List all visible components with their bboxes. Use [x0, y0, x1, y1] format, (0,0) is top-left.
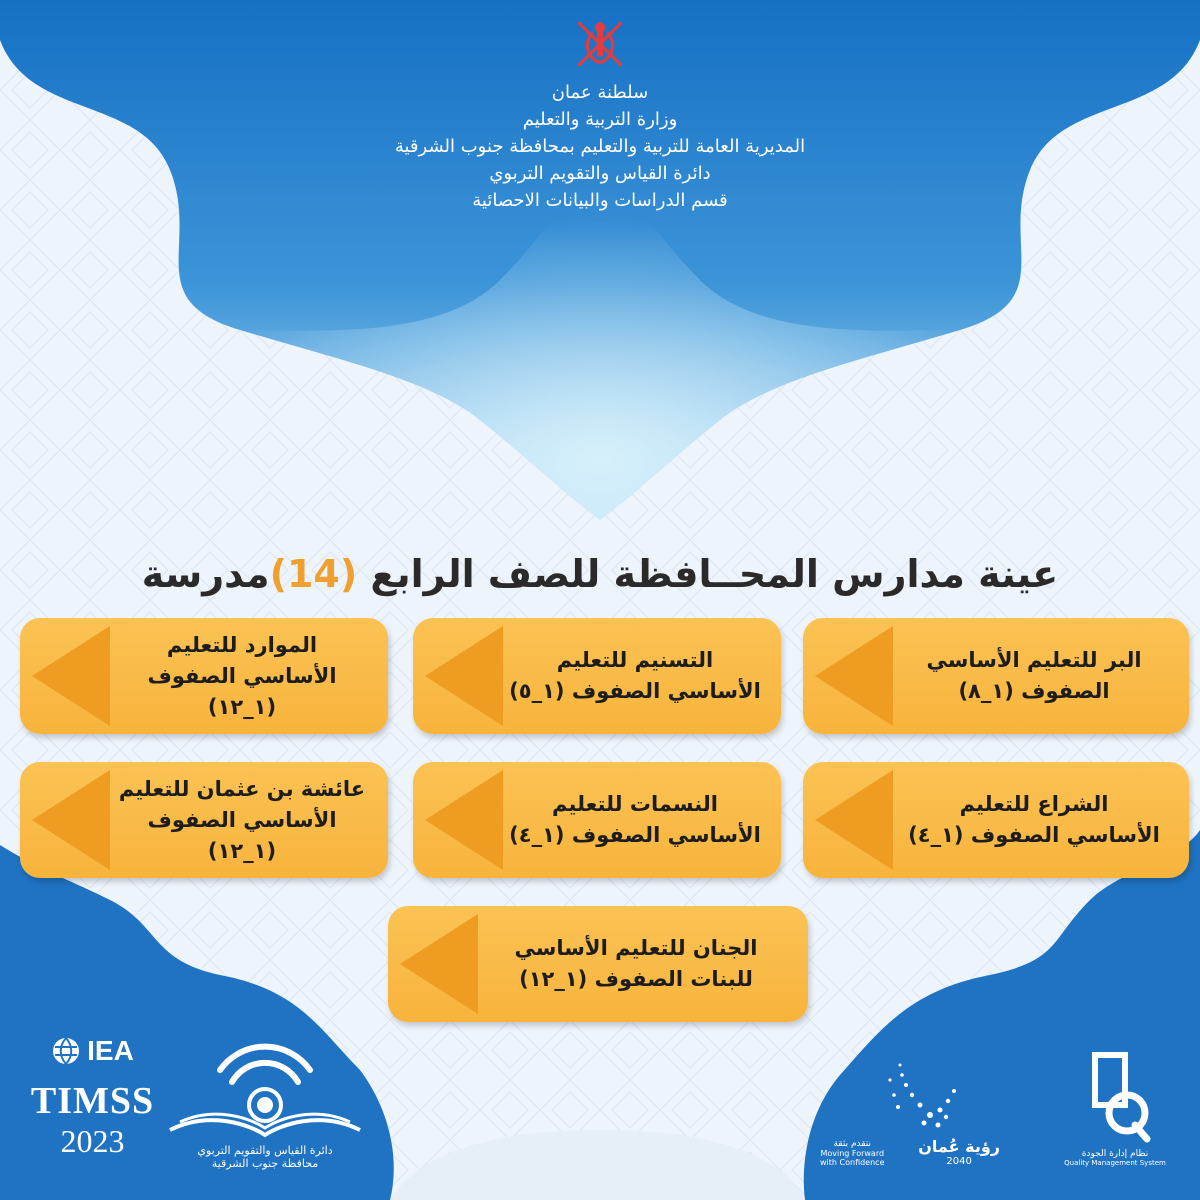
vision-year: 2040 [946, 1156, 972, 1167]
school-grades: الصفوف (١_٨) [958, 679, 1110, 703]
school-card [388, 906, 808, 1022]
iea-label: IEA [87, 1035, 134, 1066]
header-line-directorate: المديرية العامة للتربية والتعليم بمحافظة جنوب الشرقية [394, 136, 806, 157]
school-name: عائشة بن عثمان للتعليم [118, 776, 366, 801]
headline-count: (14) [269, 552, 358, 596]
school-name: النسمات للتعليم [552, 792, 718, 816]
school-grades: للبنات الصفوف (١_١٢) [519, 967, 753, 991]
school-name: الجنان للتعليم الأساسي [514, 936, 758, 960]
school-card [413, 618, 781, 734]
header-line-department: دائرة القياس والتقويم التربوي [489, 163, 711, 184]
vision-swirl-icon [820, 1055, 1000, 1145]
school-grades: الأساسي الصفوف (١_٤) [509, 823, 761, 847]
school-card [20, 618, 388, 734]
header-line-country: سلطنة عمان [551, 82, 649, 103]
book-wifi-icon [160, 1030, 370, 1140]
chevron-tab-icon [801, 762, 909, 878]
timss-year: 2023 [60, 1123, 125, 1159]
header-line-ministry: وزارة التربية والتعليم [522, 109, 678, 130]
chevron-tab-icon [801, 618, 909, 734]
timss-logo [30, 1035, 155, 1160]
qms-logo [1055, 1045, 1175, 1167]
headline [140, 552, 1060, 596]
moving-forward-ar: نتقدم بثقة [833, 1139, 872, 1149]
school-name: الموارد للتعليم [166, 632, 318, 657]
department-logo [160, 1030, 370, 1170]
vision-2040-logo [820, 1055, 1000, 1167]
qms-name-ar: نظام إدارة الجودة [1081, 1149, 1149, 1159]
oman-emblem-icon [569, 13, 631, 75]
timss-label: TIMSS [30, 1080, 155, 1122]
school-name: البر للتعليم الأساسي [926, 648, 1142, 672]
header-line-section: قسم الدراسات والبيانات الاحصائية [472, 190, 728, 211]
school-card [20, 762, 388, 878]
school-grades: الأساسي الصفوف (١_١٢) [147, 663, 337, 719]
school-name: التسنيم للتعليم [556, 648, 714, 672]
chevron-tab-icon [411, 618, 519, 734]
department-name: دائرة القياس والتقويم التربوي [197, 1144, 333, 1157]
moving-forward-en-2: with Confidence [820, 1158, 885, 1167]
department-region: محافظة جنوب الشرقية [211, 1157, 319, 1170]
moving-forward-en: Moving Forward [820, 1149, 885, 1158]
chevron-tab-icon [18, 762, 126, 878]
school-grades: الأساسي الصفوف (١_٤) [908, 823, 1160, 847]
school-grades: الأساسي الصفوف (١_٥) [509, 679, 761, 703]
headline-unit: مدرسة [141, 552, 270, 596]
header [250, 60, 950, 214]
qms-name-en: Quality Management System [1064, 1159, 1166, 1167]
vision-title: رؤية عُمان [918, 1137, 1000, 1156]
school-card [803, 762, 1189, 878]
school-name: الشراع للتعليم [959, 792, 1109, 816]
globe-icon [51, 1036, 81, 1066]
chevron-tab-icon [386, 906, 494, 1022]
chevron-tab-icon [18, 618, 126, 734]
headline-text: عينة مدارس المحــافظة للصف الرابع [357, 552, 1059, 596]
school-grades: الأساسي الصفوف (١_١٢) [147, 807, 337, 863]
qms-icon [1055, 1045, 1175, 1145]
school-card [803, 618, 1189, 734]
school-card [413, 762, 781, 878]
chevron-tab-icon [411, 762, 519, 878]
